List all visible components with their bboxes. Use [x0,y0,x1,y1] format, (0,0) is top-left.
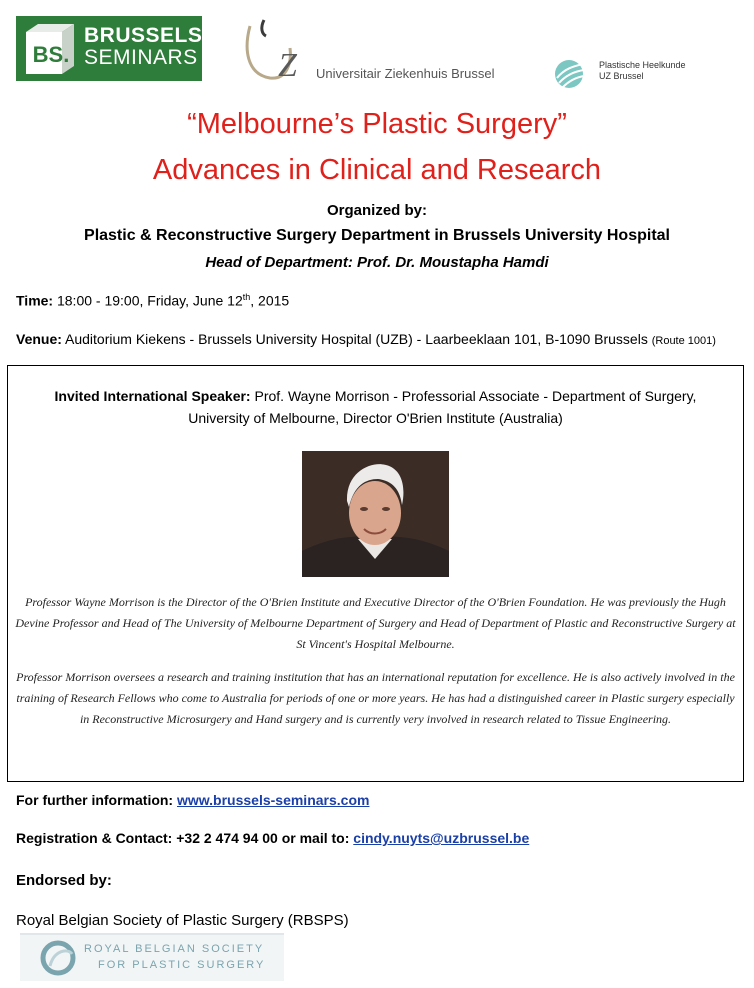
plastische-heelkunde-logo [553,58,686,92]
website-link[interactable]: www.brussels-seminars.com [177,792,370,808]
time-label: Time: [16,292,54,309]
ph-logo-text [599,60,686,82]
bio-paragraph-1: Professor Wayne Morrison is the Director of the O'Brien Institute and Executive Director of the O'Brien Foundation. He was previously the Hugh Devine Professor and Head of The University of Melbourne Department of Surgery and Head of Department of Plastic and Reconstructive Surgery at St Vincent's Hospital Melbourne. [15,595,736,651]
time-superscript: th [242,292,251,302]
uz-mark-icon [240,18,316,84]
time-value: 18:00 - 19:00, Friday, June 12 [53,292,243,309]
title-line2: Advances in Clinical and Research [152,154,602,186]
speaker-info [8,385,743,429]
brussels-seminars-logo [16,16,202,81]
bs-logo-line2: SEMINARS [84,46,198,69]
venue-label: Venue: [16,331,62,347]
venue-line [16,331,716,347]
speaker-box [7,365,744,782]
ph-logo-line1: Plastische Heelkunde [599,60,686,70]
bs-logo-line1: BRUSSELS [84,24,203,47]
department-name: Plastic & Reconstructive Surgery Department in Brussels University Hospital [84,227,670,244]
endorsed-label: Endorsed by: [16,872,112,889]
bs-abbreviation: BS. [32,42,70,67]
registration-line [16,830,529,846]
title-line1: “Melbourne’s Plastic Surgery” [187,108,567,140]
registration-label: Registration & Contact: +32 2 474 94 00 or mail to: [16,830,354,846]
venue-route: (Route 1001) [651,335,716,347]
bio-paragraph-2: Professor Morrison oversees a research and training institution that has an international reputation for excellence. He is also actively involved in the training of Research Fellows who come to Australia for periods of one or more years. He has had a distinguished career in Plastic surgery especially in Reconstructive Microsurgery and Hand surgery and is currently very involved in research related to Tissue Engineering. [16,670,735,726]
ph-logo-line2: UZ Brussel [599,71,644,81]
wave-icon [553,58,587,90]
speaker-photo [302,451,449,577]
rbsps-line2: FOR PLASTIC SURGERY [98,959,266,971]
rbsps-line1: ROYAL BELGIAN SOCIETY [84,943,265,955]
endorser-name: Royal Belgian Society of Plastic Surgery (RBSPS) [16,912,349,929]
uz-brussel-logo [240,18,500,88]
venue-value: Auditorium Kiekens - Brussels University Hospital (UZB) - Laarbeeklaan 101, B-1090 Brussels [61,331,652,347]
info-label: For further information: [16,792,177,808]
time-line [16,292,289,309]
speaker-line1: Prof. Wayne Morrison - Professorial Associate - Department of Surgery, [250,388,697,404]
rbsps-logo [20,933,284,981]
time-year: , 2015 [250,292,290,309]
head-of-department: Head of Department: Prof. Dr. Moustapha Hamdi [205,254,549,271]
email-link[interactable]: cindy.nuyts@uzbrussel.be [353,830,530,846]
organized-label: Organized by: [326,202,427,219]
svg-text:Z: Z [278,47,297,84]
speaker-line2: University of Melbourne, Director O'Brien Institute (Australia) [188,410,563,426]
uz-hospital-name: Universitair Ziekenhuis Brussel [316,66,495,81]
info-line [16,792,369,808]
speaker-label: Invited International Speaker: [54,388,251,404]
rbsps-emblem-icon [38,940,78,976]
